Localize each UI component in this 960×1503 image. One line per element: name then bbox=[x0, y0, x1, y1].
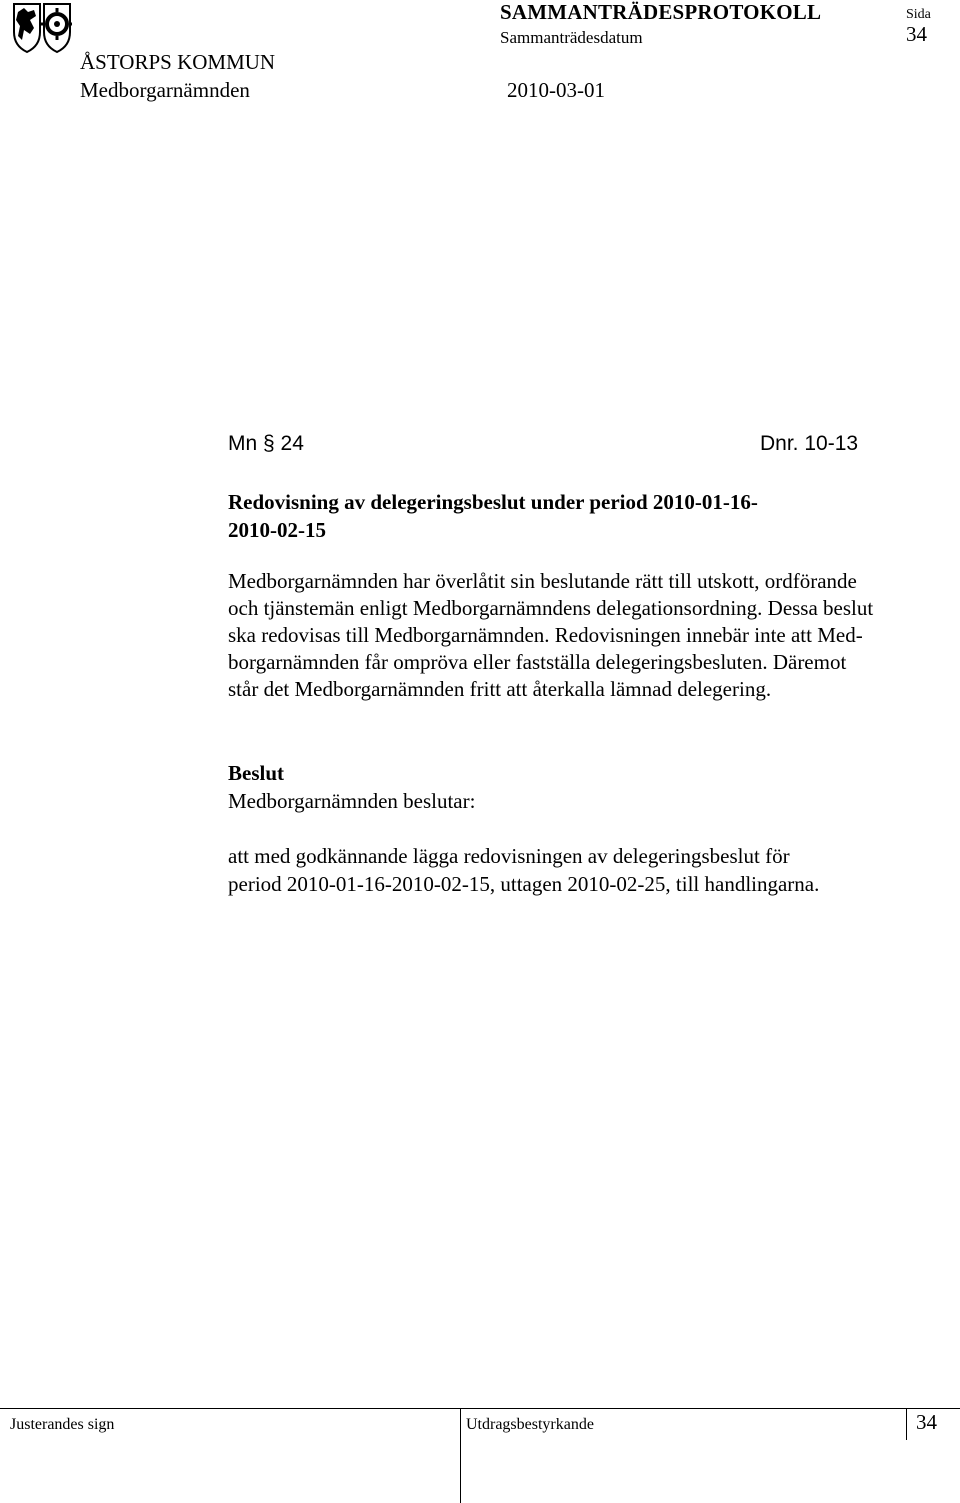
item-heading bbox=[228, 488, 848, 544]
footer-utdragsbestyrkande: Utdragsbestyrkande bbox=[466, 1416, 594, 1433]
body-line: Medborgarnämnden har överlåtit sin beslutande rätt till utskott, ordförande bbox=[228, 569, 857, 593]
footer-divider bbox=[906, 1408, 907, 1440]
body-line: borgarnämnden får ompröva eller fastställa delegeringsbesluten. Däremot bbox=[228, 650, 847, 674]
footer-page-number: 34 bbox=[916, 1410, 937, 1434]
page-number: 34 bbox=[906, 22, 927, 46]
meeting-date: 2010-03-01 bbox=[507, 78, 605, 102]
diary-number: Dnr. 10-13 bbox=[760, 432, 859, 455]
body-line: ska redovisas till Medborgarnämnden. Redovisningen innebär inte att Med- bbox=[228, 623, 863, 647]
item-heading-line: Redovisning av delegeringsbeslut under period 2010-01-16- bbox=[228, 490, 758, 514]
decision-line: period 2010-01-16-2010-02-15, uttagen 2010-02-25, till handlingarna. bbox=[228, 872, 820, 896]
decision-heading: Beslut bbox=[228, 761, 285, 785]
meeting-date-label: Sammanträdesdatum bbox=[500, 28, 643, 47]
footer-justerandes-sign: Justerandes sign bbox=[10, 1416, 115, 1433]
decision-intro: Medborgarnämnden beslutar: bbox=[228, 789, 476, 813]
item-body bbox=[228, 568, 938, 703]
document-title: SAMMANTRÄDESPROTOKOLL bbox=[500, 0, 822, 24]
page-label: Sida bbox=[906, 7, 931, 22]
item-number: Mn § 24 bbox=[228, 432, 304, 455]
item-heading-line: 2010-02-15 bbox=[228, 518, 326, 542]
body-line: står det Medborgarnämnden fritt att återkalla lämnad delegering. bbox=[228, 677, 772, 701]
body-line: och tjänstemän enligt Medborgarnämndens delegationsordning. Dessa beslut bbox=[228, 596, 874, 620]
municipality-logo bbox=[12, 2, 72, 62]
footer-divider bbox=[460, 1408, 461, 1503]
board-name: Medborgarnämnden bbox=[80, 78, 250, 102]
decision-line: att med godkännande lägga redovisningen av delegeringsbeslut för bbox=[228, 844, 790, 868]
decision-text bbox=[228, 842, 819, 898]
municipality-name: ÅSTORPS KOMMUN bbox=[80, 50, 276, 74]
footer-divider bbox=[0, 1408, 960, 1409]
